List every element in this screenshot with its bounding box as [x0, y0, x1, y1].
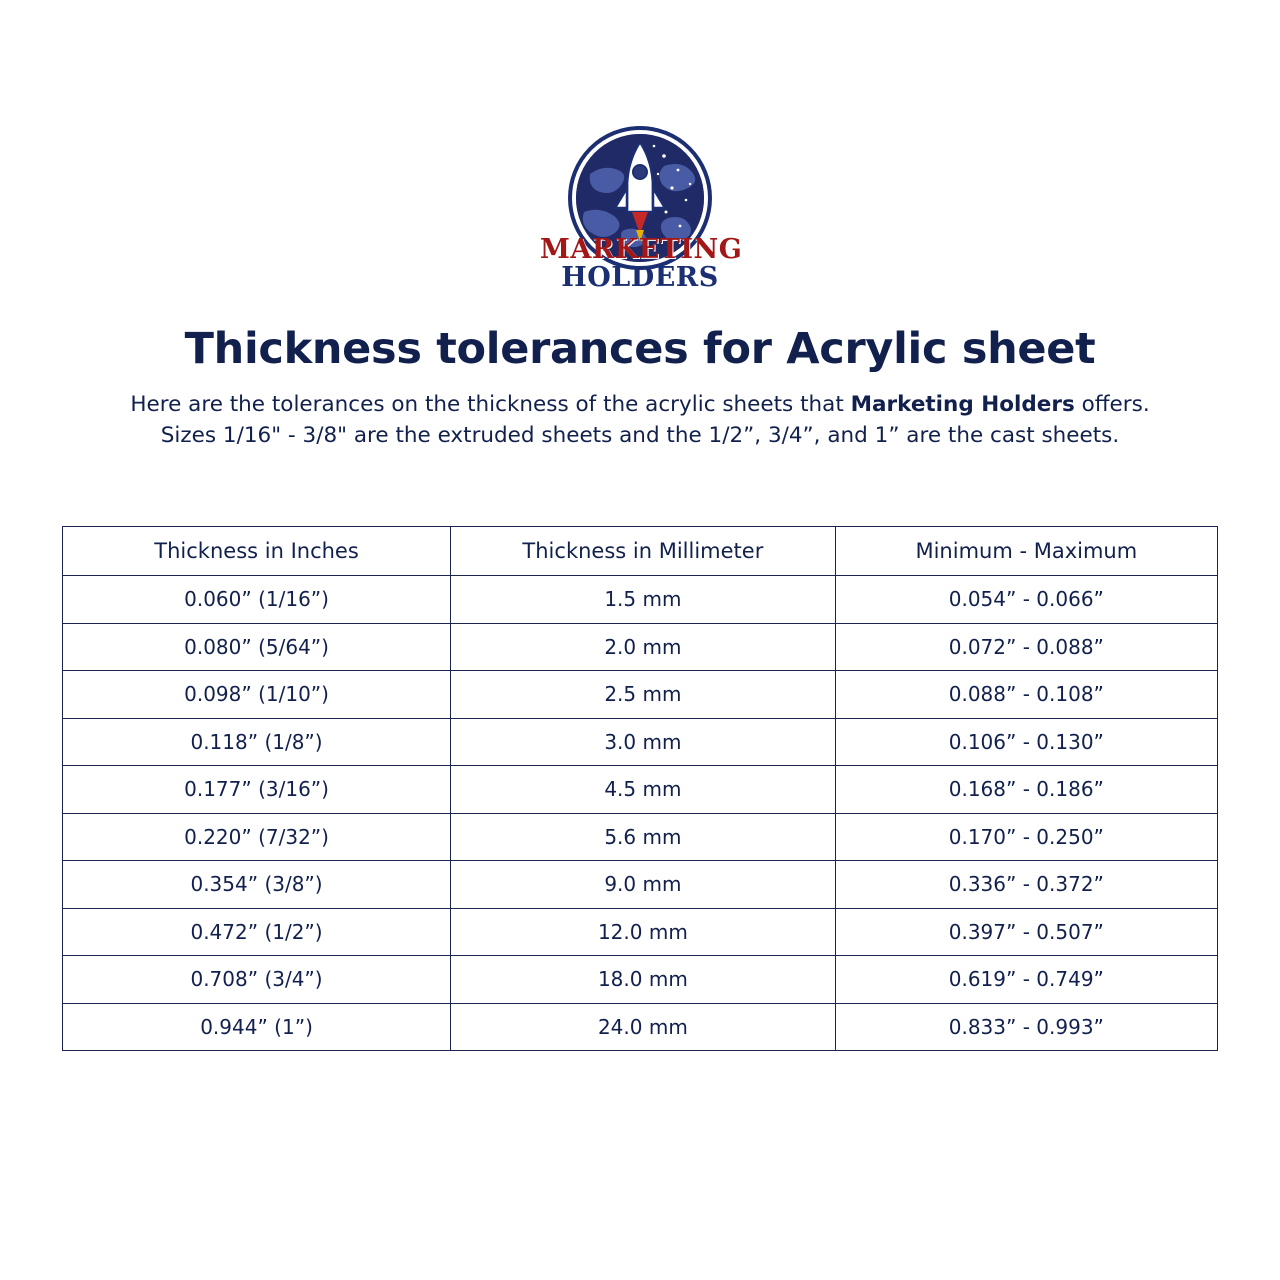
cell-inches: 0.708” (3/4”) — [63, 956, 451, 1004]
table-row — [63, 671, 1218, 719]
cell-millimeter: 2.5 mm — [451, 671, 836, 719]
cell-millimeter: 4.5 mm — [451, 766, 836, 814]
cell-min-max: 0.170” - 0.250” — [835, 813, 1217, 861]
cell-millimeter: 24.0 mm — [451, 1003, 836, 1051]
page-subtitle — [60, 390, 1220, 451]
cell-millimeter: 9.0 mm — [451, 861, 836, 909]
logo-block — [540, 126, 743, 306]
subtitle-line-2: Sizes 1/16" - 3/8" are the extruded sheets and the 1/2”, 3/4”, and 1” are the cast sheets. — [160, 422, 1120, 448]
table-row — [63, 576, 1218, 624]
cell-min-max: 0.088” - 0.108” — [835, 671, 1217, 719]
cell-inches: 0.098” (1/10”) — [63, 671, 451, 719]
page-title: Thickness tolerances for Acrylic sheet — [184, 324, 1096, 374]
tolerance-table-wrapper — [62, 526, 1218, 1051]
cell-millimeter: 1.5 mm — [451, 576, 836, 624]
cell-min-max: 0.833” - 0.993” — [835, 1003, 1217, 1051]
cell-millimeter: 3.0 mm — [451, 718, 836, 766]
cell-min-max: 0.054” - 0.066” — [835, 576, 1217, 624]
cell-min-max: 0.336” - 0.372” — [835, 861, 1217, 909]
cell-inches: 0.118” (1/8”) — [63, 718, 451, 766]
table-row — [63, 623, 1218, 671]
cell-inches: 0.220” (7/32”) — [63, 813, 451, 861]
cell-min-max: 0.106” - 0.130” — [835, 718, 1217, 766]
cell-inches: 0.177” (3/16”) — [63, 766, 451, 814]
cell-inches: 0.080” (5/64”) — [63, 623, 451, 671]
cell-min-max: 0.397” - 0.507” — [835, 908, 1217, 956]
cell-millimeter: 12.0 mm — [451, 908, 836, 956]
table-row — [63, 908, 1218, 956]
cell-inches: 0.354” (3/8”) — [63, 861, 451, 909]
logo-word-holders: HOLDERS — [561, 262, 719, 293]
table-row — [63, 1003, 1218, 1051]
cell-min-max: 0.619” - 0.749” — [835, 956, 1217, 1004]
subtitle-brand: Marketing Holders — [850, 392, 1075, 417]
column-header-millimeter: Thickness in Millimeter — [451, 527, 836, 576]
column-header-inches: Thickness in Inches — [63, 527, 451, 576]
cell-inches: 0.944” (1”) — [63, 1003, 451, 1051]
table-row — [63, 956, 1218, 1004]
cell-millimeter: 18.0 mm — [451, 956, 836, 1004]
cell-inches: 0.472” (1/2”) — [63, 908, 451, 956]
logo-wordmark — [540, 234, 743, 293]
cell-millimeter: 2.0 mm — [451, 623, 836, 671]
logo-word-marketing: MARKETING — [540, 234, 743, 265]
cell-min-max: 0.168” - 0.186” — [835, 766, 1217, 814]
table-row — [63, 766, 1218, 814]
table-row — [63, 718, 1218, 766]
cell-min-max: 0.072” - 0.088” — [835, 623, 1217, 671]
brand-logo — [0, 0, 1280, 306]
table-row — [63, 861, 1218, 909]
cell-millimeter: 5.6 mm — [451, 813, 836, 861]
column-header-min-max: Minimum - Maximum — [835, 527, 1217, 576]
subtitle-text-2: offers. — [1074, 392, 1150, 417]
table-header-row — [63, 527, 1218, 576]
subtitle-text-1: Here are the tolerances on the thickness of the acrylic sheets that — [130, 392, 851, 417]
cell-inches: 0.060” (1/16”) — [63, 576, 451, 624]
tolerance-table — [62, 526, 1218, 1051]
table-row — [63, 813, 1218, 861]
